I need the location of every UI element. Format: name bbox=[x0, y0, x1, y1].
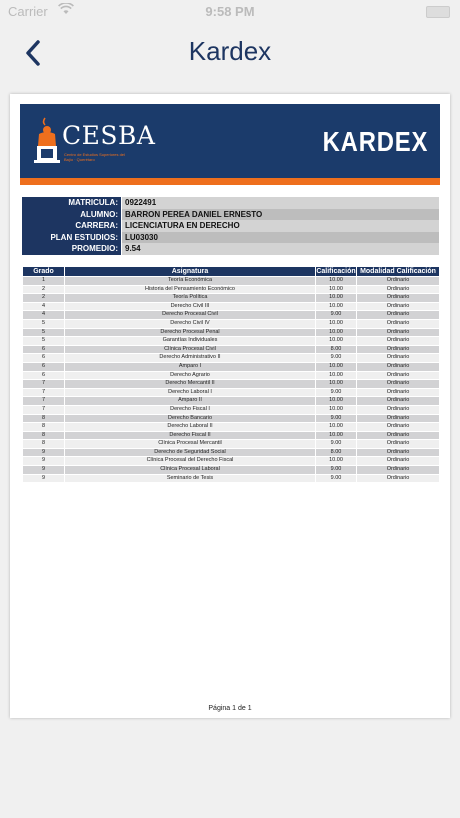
cell-modalidad: Ordinario bbox=[357, 380, 440, 389]
student-info bbox=[22, 197, 439, 255]
cell-modalidad: Ordinario bbox=[357, 277, 440, 286]
cell-calificacion: 9.00 bbox=[316, 311, 357, 320]
cell-modalidad: Ordinario bbox=[357, 362, 440, 371]
cell-asignatura: Clínica Procesal Mercantil bbox=[65, 440, 316, 449]
info-label: MATRICULA: bbox=[22, 197, 121, 209]
table-row bbox=[23, 362, 440, 371]
cell-asignatura: Derecho Civil IV bbox=[65, 319, 316, 328]
cell-modalidad: Ordinario bbox=[357, 431, 440, 440]
battery-icon bbox=[426, 6, 450, 18]
table-row bbox=[23, 414, 440, 423]
orange-stripe bbox=[20, 178, 440, 185]
cell-modalidad: Ordinario bbox=[357, 294, 440, 303]
table-row bbox=[23, 328, 440, 337]
cell-asignatura: Amparo I bbox=[65, 362, 316, 371]
cell-asignatura: Historia del Pensamiento Económico bbox=[65, 285, 316, 294]
cell-modalidad: Ordinario bbox=[357, 371, 440, 380]
cell-calificacion: 9.00 bbox=[316, 414, 357, 423]
cell-calificacion: 9.00 bbox=[316, 354, 357, 363]
cell-modalidad: Ordinario bbox=[357, 328, 440, 337]
cell-asignatura: Derecho Fiscal I bbox=[65, 405, 316, 414]
info-label: PLAN ESTUDIOS: bbox=[22, 232, 121, 244]
cell-calificacion: 10.00 bbox=[316, 277, 357, 286]
banner-title: KARDEX bbox=[322, 126, 428, 157]
cell-calificacion: 10.00 bbox=[316, 380, 357, 389]
header-calificacion: Calificación bbox=[316, 268, 356, 275]
cell-grado: 8 bbox=[23, 440, 65, 449]
info-label: CARRERA: bbox=[22, 220, 121, 232]
info-row-alumno bbox=[22, 209, 439, 221]
cell-modalidad: Ordinario bbox=[357, 388, 440, 397]
table-row bbox=[23, 371, 440, 380]
cell-calificacion: 10.00 bbox=[316, 371, 357, 380]
table-row bbox=[23, 423, 440, 432]
cell-grado: 9 bbox=[23, 474, 65, 483]
cell-asignatura: Teoría Económica bbox=[65, 277, 316, 286]
table-row bbox=[23, 311, 440, 320]
cell-calificacion: 10.00 bbox=[316, 362, 357, 371]
cell-calificacion: 8.00 bbox=[316, 448, 357, 457]
logo-text: CESBA bbox=[62, 121, 156, 150]
info-label: ALUMNO: bbox=[22, 209, 121, 221]
cell-grado: 6 bbox=[23, 371, 65, 380]
table-row bbox=[23, 457, 440, 466]
cell-grado: 1 bbox=[23, 277, 65, 286]
page-number: Página 1 de 1 bbox=[208, 705, 252, 712]
kardex-document[interactable] bbox=[10, 94, 450, 718]
grades-body bbox=[23, 277, 440, 483]
table-row bbox=[23, 474, 440, 483]
info-value: 0922491 bbox=[121, 197, 439, 209]
cell-asignatura: Derecho Procesal Civil bbox=[65, 311, 316, 320]
cell-grado: 8 bbox=[23, 423, 65, 432]
table-row bbox=[23, 380, 440, 389]
table-row bbox=[23, 354, 440, 363]
cell-calificacion: 10.00 bbox=[316, 328, 357, 337]
cell-grado: 6 bbox=[23, 354, 65, 363]
cell-calificacion: 10.00 bbox=[316, 285, 357, 294]
cell-calificacion: 9.00 bbox=[316, 466, 357, 475]
navigation-bar bbox=[0, 24, 460, 86]
cell-grado: 8 bbox=[23, 414, 65, 423]
cell-grado: 9 bbox=[23, 457, 65, 466]
header-grado: Grado bbox=[23, 267, 65, 277]
table-row bbox=[23, 431, 440, 440]
info-value: LICENCIATURA EN DERECHO bbox=[121, 220, 439, 232]
cell-grado: 7 bbox=[23, 380, 65, 389]
cell-grado: 6 bbox=[23, 345, 65, 354]
table-row bbox=[23, 294, 440, 303]
cell-asignatura: Derecho Procesal Penal bbox=[65, 328, 316, 337]
cell-calificacion: 9.00 bbox=[316, 474, 357, 483]
cell-modalidad: Ordinario bbox=[357, 302, 440, 311]
cell-grado: 5 bbox=[23, 328, 65, 337]
cell-asignatura: Derecho Laboral II bbox=[65, 423, 316, 432]
table-row bbox=[23, 285, 440, 294]
cell-asignatura: Clínica Procesal del Derecho Fiscal bbox=[65, 457, 316, 466]
page-title: Kardex bbox=[188, 36, 272, 66]
table-row bbox=[23, 277, 440, 286]
cesba-logo-icon bbox=[32, 112, 62, 168]
cell-modalidad: Ordinario bbox=[357, 448, 440, 457]
info-row-promedio bbox=[22, 243, 439, 255]
cell-asignatura: Derecho Laboral I bbox=[65, 388, 316, 397]
cell-asignatura: Derecho Administrativo II bbox=[65, 354, 316, 363]
status-bar bbox=[0, 0, 460, 24]
cell-asignatura: Amparo II bbox=[65, 397, 316, 406]
cell-asignatura: Derecho Mercantil II bbox=[65, 380, 316, 389]
cell-calificacion: 10.00 bbox=[316, 431, 357, 440]
cell-calificacion: 9.00 bbox=[316, 388, 357, 397]
table-row bbox=[23, 388, 440, 397]
cell-asignatura: Derecho Fiscal II bbox=[65, 431, 316, 440]
cell-calificacion: 10.00 bbox=[316, 337, 357, 346]
cell-calificacion: 10.00 bbox=[316, 294, 357, 303]
info-row-plan bbox=[22, 232, 439, 244]
cell-modalidad: Ordinario bbox=[357, 414, 440, 423]
info-value: BARRON PEREA DANIEL ERNESTO bbox=[121, 209, 439, 221]
cell-calificacion: 10.00 bbox=[316, 302, 357, 311]
cell-calificacion: 10.00 bbox=[316, 397, 357, 406]
cell-asignatura: Clínica Procesal Civil bbox=[65, 345, 316, 354]
cell-grado: 6 bbox=[23, 362, 65, 371]
cell-asignatura: Seminario de Tesis bbox=[65, 474, 316, 483]
cell-grado: 4 bbox=[23, 302, 65, 311]
cell-modalidad: Ordinario bbox=[357, 405, 440, 414]
cell-asignatura: Garantías Individuales bbox=[65, 337, 316, 346]
table-row bbox=[23, 440, 440, 449]
table-header-row bbox=[23, 267, 440, 277]
table-row bbox=[23, 319, 440, 328]
carrier-label: Carrier bbox=[8, 4, 48, 19]
header-asignatura: Asignatura bbox=[65, 267, 316, 277]
cell-modalidad: Ordinario bbox=[357, 457, 440, 466]
cell-modalidad: Ordinario bbox=[357, 474, 440, 483]
cell-modalidad: Ordinario bbox=[357, 397, 440, 406]
cell-calificacion: 8.00 bbox=[316, 345, 357, 354]
table-row bbox=[23, 405, 440, 414]
cell-asignatura: Derecho Bancario bbox=[65, 414, 316, 423]
cell-modalidad: Ordinario bbox=[357, 466, 440, 475]
cell-asignatura: Clínica Procesal Laboral bbox=[65, 466, 316, 475]
cell-modalidad: Ordinario bbox=[357, 319, 440, 328]
cell-modalidad: Ordinario bbox=[357, 311, 440, 320]
cell-grado: 4 bbox=[23, 311, 65, 320]
cell-asignatura: Derecho de Seguridad Social bbox=[65, 448, 316, 457]
grades-table bbox=[22, 266, 440, 483]
info-row-carrera bbox=[22, 220, 439, 232]
table-row bbox=[23, 466, 440, 475]
cell-modalidad: Ordinario bbox=[357, 354, 440, 363]
cell-asignatura: Derecho Agrario bbox=[65, 371, 316, 380]
cell-modalidad: Ordinario bbox=[357, 440, 440, 449]
cell-grado: 7 bbox=[23, 405, 65, 414]
cell-grado: 9 bbox=[23, 448, 65, 457]
cell-modalidad: Ordinario bbox=[357, 337, 440, 346]
cell-asignatura: Derecho Civil III bbox=[65, 302, 316, 311]
cell-grado: 7 bbox=[23, 388, 65, 397]
cell-grado: 5 bbox=[23, 319, 65, 328]
info-label: PROMEDIO: bbox=[22, 243, 121, 255]
status-time: 9:58 PM bbox=[205, 4, 255, 19]
header-modalidad: Modalidad Calificación bbox=[357, 267, 440, 277]
table-row bbox=[23, 397, 440, 406]
cell-grado: 5 bbox=[23, 337, 65, 346]
cell-modalidad: Ordinario bbox=[357, 345, 440, 354]
cell-modalidad: Ordinario bbox=[357, 423, 440, 432]
cell-grado: 9 bbox=[23, 466, 65, 475]
cell-modalidad: Ordinario bbox=[357, 285, 440, 294]
info-row-matricula bbox=[22, 197, 439, 209]
table-row bbox=[23, 302, 440, 311]
table-row bbox=[23, 448, 440, 457]
cell-grado: 2 bbox=[23, 294, 65, 303]
cell-grado: 8 bbox=[23, 431, 65, 440]
cell-calificacion: 10.00 bbox=[316, 405, 357, 414]
cell-calificacion: 9.00 bbox=[316, 440, 357, 449]
table-row bbox=[23, 345, 440, 354]
logo-subtitle: Centro de Estudios Superiores del Bajío · Querétaro bbox=[64, 152, 125, 162]
cell-calificacion: 10.00 bbox=[316, 423, 357, 432]
info-value: LU03030 bbox=[121, 232, 439, 244]
cell-calificacion: 10.00 bbox=[316, 319, 357, 328]
cell-asignatura: Teoría Política bbox=[65, 294, 316, 303]
document-banner bbox=[20, 104, 440, 178]
cell-grado: 7 bbox=[23, 397, 65, 406]
cell-grado: 2 bbox=[23, 285, 65, 294]
info-value: 9.54 bbox=[121, 243, 439, 255]
table-row bbox=[23, 337, 440, 346]
cell-calificacion: 10.00 bbox=[316, 457, 357, 466]
